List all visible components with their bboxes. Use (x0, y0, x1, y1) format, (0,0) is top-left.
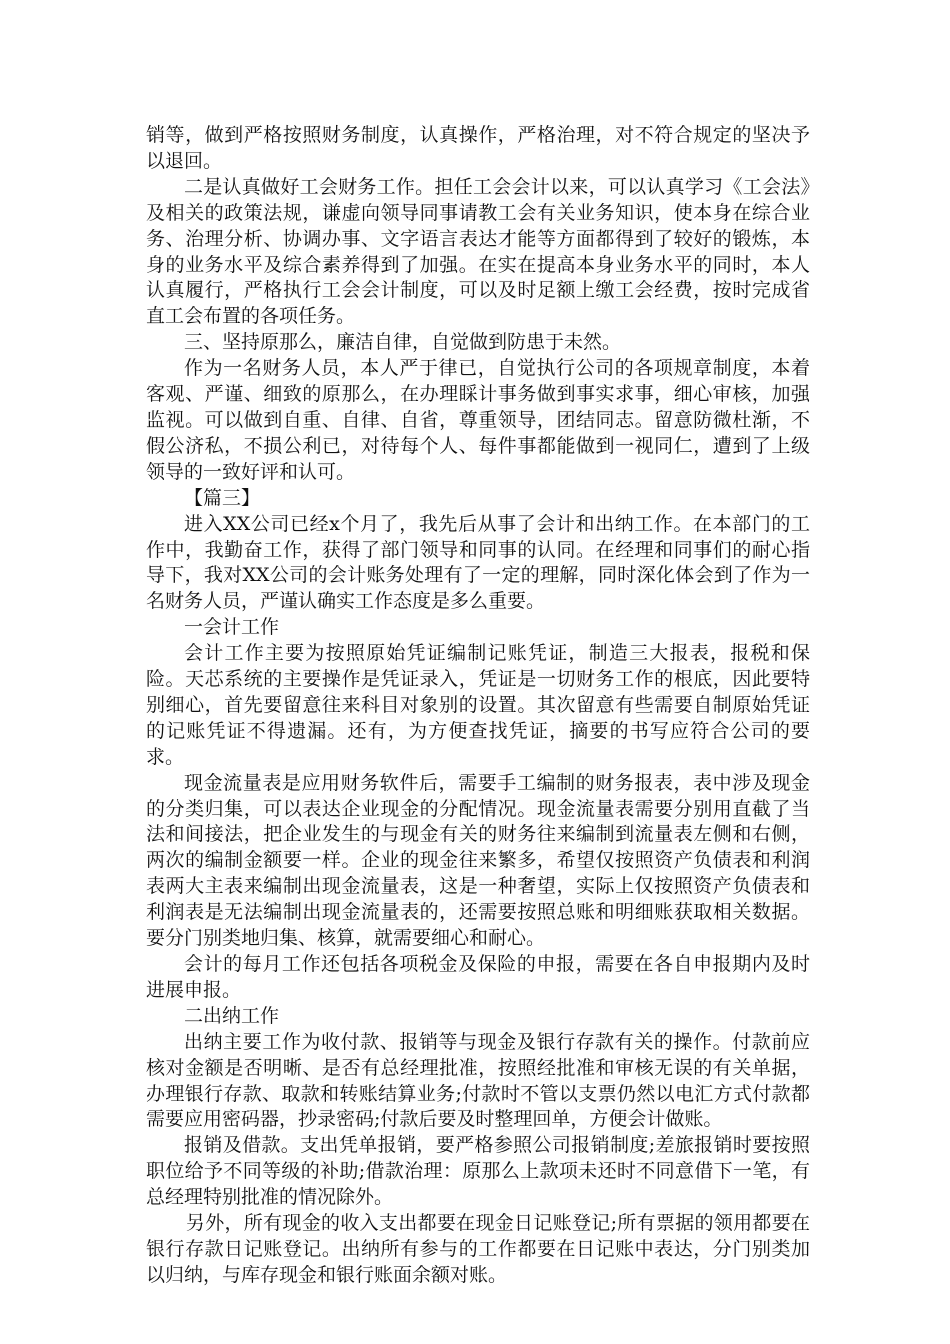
paragraph-monthly-tax: 会计的每月工作还包括各项税金及保险的申报，需要在各自申报期内及时进展申报。 (146, 953, 810, 1001)
subheading-cashier-work: 二出纳工作 (184, 1004, 280, 1027)
paragraph-cashier-duties: 出纳主要工作为收付款、报销等与现金及银行存款有关的操作。付款前应核对金额是否明晰、是否有总经理批准，按照经批准和审核无误的有关单据，办理银行存款、取款和转账结算业务;付款时不管以支票仍然以电汇方式付款都需要应用密码器，抄录密码;付款后要及时整理回单，方便会计做账。 (146, 1030, 810, 1131)
paragraph-heading-principle: 三、坚持原那么，廉洁自律，自觉做到防患于未然。 (184, 331, 622, 354)
paragraph-self-discipline: 作为一名财务人员，本人严于律已，自觉执行公司的各项规章制度，本着客观、严谨、细致的原那么，在办理睬计事务做到事实求事，细心审核，加强监视。可以做到自重、自律、自省，尊重领导，团结同志。留意防微杜渐，不假公济私，不损公利已，对待每个人、每件事都能做到一视同仁，遭到了上级领导的一致好评和认可。 (146, 357, 810, 483)
section-heading-part-three: 【篇三】 (184, 486, 261, 509)
paragraph-accounting-vouchers: 会计工作主要为按照原始凭证编制记账凭证，制造三大报表，报税和保险。天芯系统的主要操作是凭证录入，凭证是一切财务工作的根底，因此要特别细心，首先要留意往来科目对象别的设置。其次留意有些需要自制原始凭证的记账凭证不得遗漏。还有，为方便查找凭证，摘要的书写应符合公司的要求。 (146, 642, 810, 768)
document-body (146, 123, 810, 1289)
paragraph-union-finance: 二是认真做好工会财务工作。担任工会会计以来，可以认真学习《工会法》及相关的政策法规，谦虚向领导同事请教工会有关业务知识，使本身在综合业务、治理分析、协调办事、文字语言表达才能等方面都得到了较好的锻炼，本身的业务水平及综合素养得到了加强。在实在提高本身业务水平的同时，本人认真履行，严格执行工会会计制度，可以及时足额上缴工会经费，按时完成省直工会布置的各项任务。 (146, 175, 810, 328)
subheading-accounting-work: 一会计工作 (184, 616, 280, 639)
paragraph-continuation: 销等，做到严格按照财务制度，认真操作，严格治理，对不符合规定的坚决予以退回。 (146, 124, 810, 172)
paragraph-journal-records: 另外，所有现金的收入支出都要在现金日记账登记;所有票据的领用都要在银行存款日记账登记。出纳所有参与的工作都要在日记账中表达，分门别类加以归纳，与库存现金和银行账面余额对账。 (146, 1212, 810, 1286)
paragraph-intro: 进入XX公司已经x个月了，我先后从事了会计和出纳工作。在本部门的工作中，我勤奋工作，获得了部门领导和同事的认同。在经理和同事们的耐心指导下，我对XX公司的会计账务处理有了一定的理解，同时深化体会到了作为一名财务人员，严谨认确实工作态度是多么重要。 (146, 512, 810, 613)
paragraph-reimbursement: 报销及借款。支出凭单报销，要严格参照公司报销制度;差旅报销时要按照职位给予不同等级的补助;借款治理：原那么上款项未还时不同意借下一笔，有总经理特别批准的情况除外。 (146, 1134, 810, 1209)
paragraph-cash-flow-statement: 现金流量表是应用财务软件后，需要手工编制的财务报表，表中涉及现金的分类归集，可以表达企业现金的分配情况。现金流量表需要分别用直截了当法和间接法，把企业发生的与现金有关的财务往来编制到流量表左侧和右侧，两次的编制金额要一样。企业的现金往来繁多，希望仅按照资产负债表和利润表两大主表来编制出现金流量表，这是一种奢望，实际上仅按照资产负债表和利润表是无法编制出现金流量表的，还需要按照总账和明细账获取相关数据。要分门别类地归集、核算，就需要细心和耐心。 (146, 771, 810, 950)
